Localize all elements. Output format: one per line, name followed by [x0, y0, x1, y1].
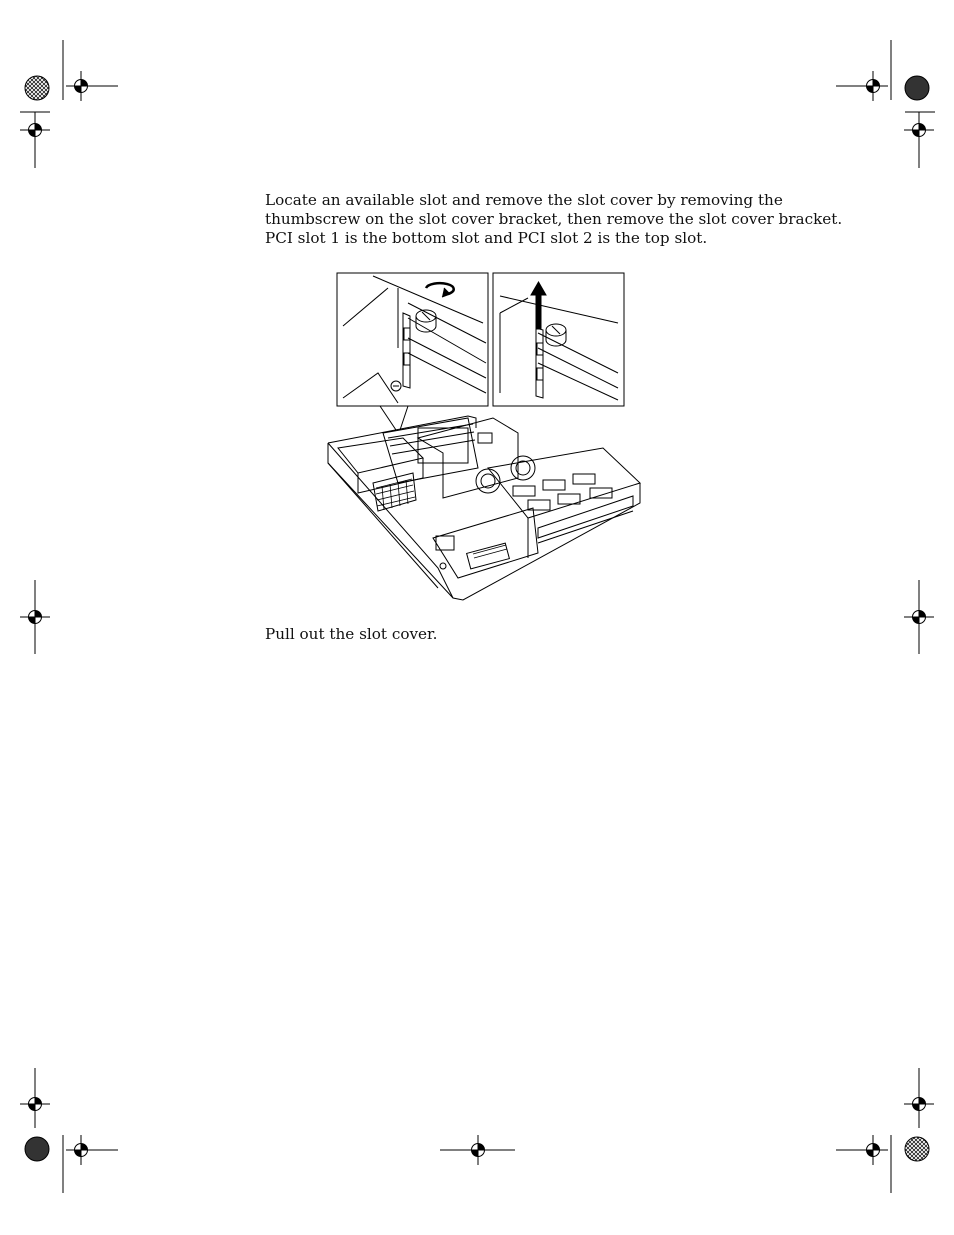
- instruction-line: Locate an available slot and remove the slot cover by removing the: [265, 191, 783, 209]
- instruction-paragraph: [265, 191, 843, 248]
- instruction-line: thumbscrew on the slot cover bracket, then remove the slot cover bracket.: [265, 210, 843, 228]
- instruction-line: PCI slot 1 is the bottom slot and PCI slot 2 is the top slot.: [265, 229, 708, 247]
- detail-inset-pull-bracket: [493, 273, 624, 406]
- server-chassis-illustration: [318, 268, 648, 608]
- rotate-arrow-icon: [426, 283, 454, 297]
- pull-out-instruction: Pull out the slot cover.: [265, 625, 438, 643]
